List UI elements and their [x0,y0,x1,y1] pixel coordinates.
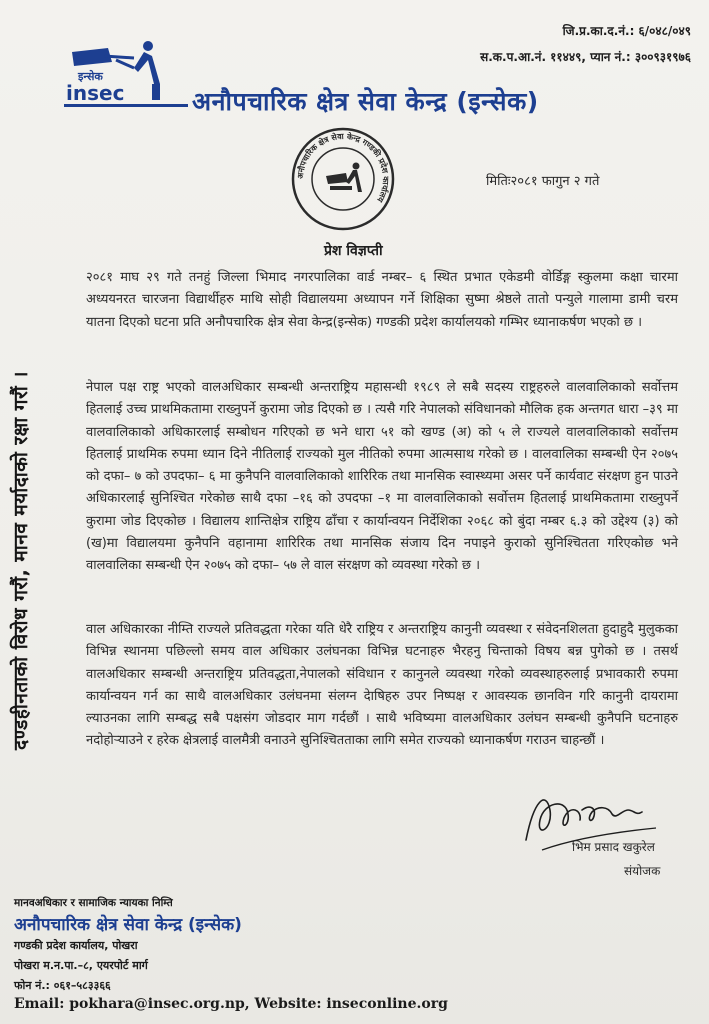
pan-number: स.क.प.आ.नं. ११४४९, प्यान नं.: ३००९३१९७६ [480,50,691,64]
svg-text:इन्सेक: इन्सेक [78,70,103,83]
side-slogan [8,260,34,860]
date-line: मितिः२०८१ फागुन २ गते [486,174,600,189]
signatory-name: भिम प्रसाद खकुरेल [572,840,655,854]
paragraph-legal-provisions: नेपाल पक्ष राष्ट्र भएको वालअधिकार सम्बन्धी अन्तराष्ट्रिय महासन्धी १९८९ ले सबै सदस्य राष्ट्रहरुले वालवालिकाको सर्वोत्तम हितलाई उच्च प्राथमिकतामा राख्नुपर्ने कुरामा जोड दिएको छ । त्यसै गरि नेपालको संविधानको मौलिक हक अन्तगत धारा –३९ मा वालवालिकाको अधिकारलाई सम्बोधन गरिएको छ भने धारा ५१ को खण्ड (अ) को ५ ले राज्यले वालवालिकाको सर्वोत्तम हितलाई प्राथमिक रुपमा ध्यान दिने नीतिलाई राज्यको मुल नीतिको रुपमा आत्मसाथ गरेको छ । वालवालिका सम्बन्धी ऐन २०७५ को दफा– ७ को उपदफा– ६ मा कुनैपनि वालवालिकाको शारिरिक तथा मानसिक स्वास्थ्यमा असर पर्ने कार्यवाट संरक्षण हुन पाउने अधिकारलाई सुनिश्चित गरेकोछ साथै दफा –१६ को उपदफा –१ मा वालवालिकाको सर्वोत्तम हितलाई प्राथमिकतामा राख्नुपर्ने कुरामा जोड दिएकोछ । विद्यालय शान्तिक्षेत्र राष्ट्रिय ढाँचा र कार्यान्वयन निर्देशिका २०६८ को बुंदा नम्बर ६.३ को उद्देश्य (३) को (ख)मा विद्यालयमा कुनैपनि वहानामा शारिरिक तथा मानसिक संजाय दिन नपाइने कुराको सुनिश्चितता गरिएकोछ भने वालवालिका सम्बन्धी ऐन २०७५ को दफा– ५७ ले वाल संरक्षण को व्यवस्था गरेको छ । [86,380,678,574]
paragraph-demand: वाल अधिकारका नीम्ति राज्यले प्रतिवद्धता गरेका यति धेरै राष्ट्रिय र अन्तराष्ट्रिय कानुनी व्यवस्था र संवेदनशिलता हुदाहुदै मुलुकका विभिन्न स्थानमा पछिल्लो समय वाल अधिकार उलंघनका विभिन्न घटनाहरु भैरहनु चिन्ताको विषय बन्न पुगेको छ । तसर्थ वालअधिकार सम्बन्धी अन्तराष्ट्रिय प्रतिवद्धता,नेपालको संविधान र कानुनले व्यवस्था गरेको व्यवस्थाहरुलाई प्रभावकारी रुपमा कार्यान्वयन गर्न का साथै वालअधिकार उलंघनमा संलग्न देाषिहरु उपर निष्पक्ष र आवस्यक छानविन गरि कानुनी दायरामा ल्याउनका लागि सम्बद्ध सबै पक्षसंग जोडदार माग गर्दछौं । साथै भविष्यमा वालअधिकार उलंघन सम्बन्धी कुनैपनि घटनाहरु नदोहोऱ्याउने र हरेक क्षेत्रलाई वालमैत्री वनाउने सुनिश्चितताका लागि समेत राज्यको ध्यानाकर्षण गराउन चाहन्छौं । [86,622,678,749]
registration-number: जि.प्र.का.द.नं.: ६/०४८/०४९ [562,24,691,38]
office-seal-stamp [290,126,396,232]
org-name: अनौपचारिक क्षेत्र सेवा केन्द्र (इन्सेक) [192,87,539,116]
footer-office: गण्डकी प्रदेश कार्यालय, पोखरा [14,939,138,952]
footer-address: पोखरा म.न.पा.–८, एयरपोर्ट मार्ग [14,959,148,972]
footer-org-name: अनौपचारिक क्षेत्र सेवा केन्द्र (इन्सेक) [14,915,242,935]
insec-logo-icon [64,38,174,104]
footer-tagline: मानवअधिकार र सामाजिक न्यायका निम्ति [14,897,173,909]
svg-text:अनौपचारिक क्षेत्र सेवा केन्द्र: अनौपचारिक क्षेत्र सेवा केन्द्र गण्डकी प्रदेश कार्यालय [295,131,391,204]
footer-phone: फोन नं.: ०६१–५८३३६६ [14,979,111,992]
side-slogan-text: दण्डहीनताको विरोध गरौं, मानव मर्यादाको रक्षा गरौं । [10,370,32,750]
page-title: प्रेश विज्ञप्ती [324,243,383,259]
svg-text:insec: insec [66,81,125,104]
signatory-title: संयोजक [624,864,661,878]
logo-underline [64,104,188,107]
paragraph-incident: २०८१ माघ २९ गते तनहुं जिल्ला भिमाद नगरपालिका वार्ड नम्बर– ६ स्थित प्रभात एकेडमी वोर्डिङ्ग स्कुलमा कक्षा चारमा अध्ययनरत चारजना विद्यार्थीहरु माथि सोही विद्यालयमा अध्यापन गर्ने शिक्षिका सुष्मा श्रेष्ठले तातो पन्युले गालामा डामी चरम यातना दिएको घटना प्रति अनौपचारिक क्षेत्र सेवा केन्द्र(इन्सेक) गण्डकी प्रदेश कार्यालयको गम्भिर ध्यानाकर्षण भएको छ । [86,270,678,330]
footer-contact: Email: pokhara@insec.org.np, Website: inseconline.org [14,996,448,1012]
